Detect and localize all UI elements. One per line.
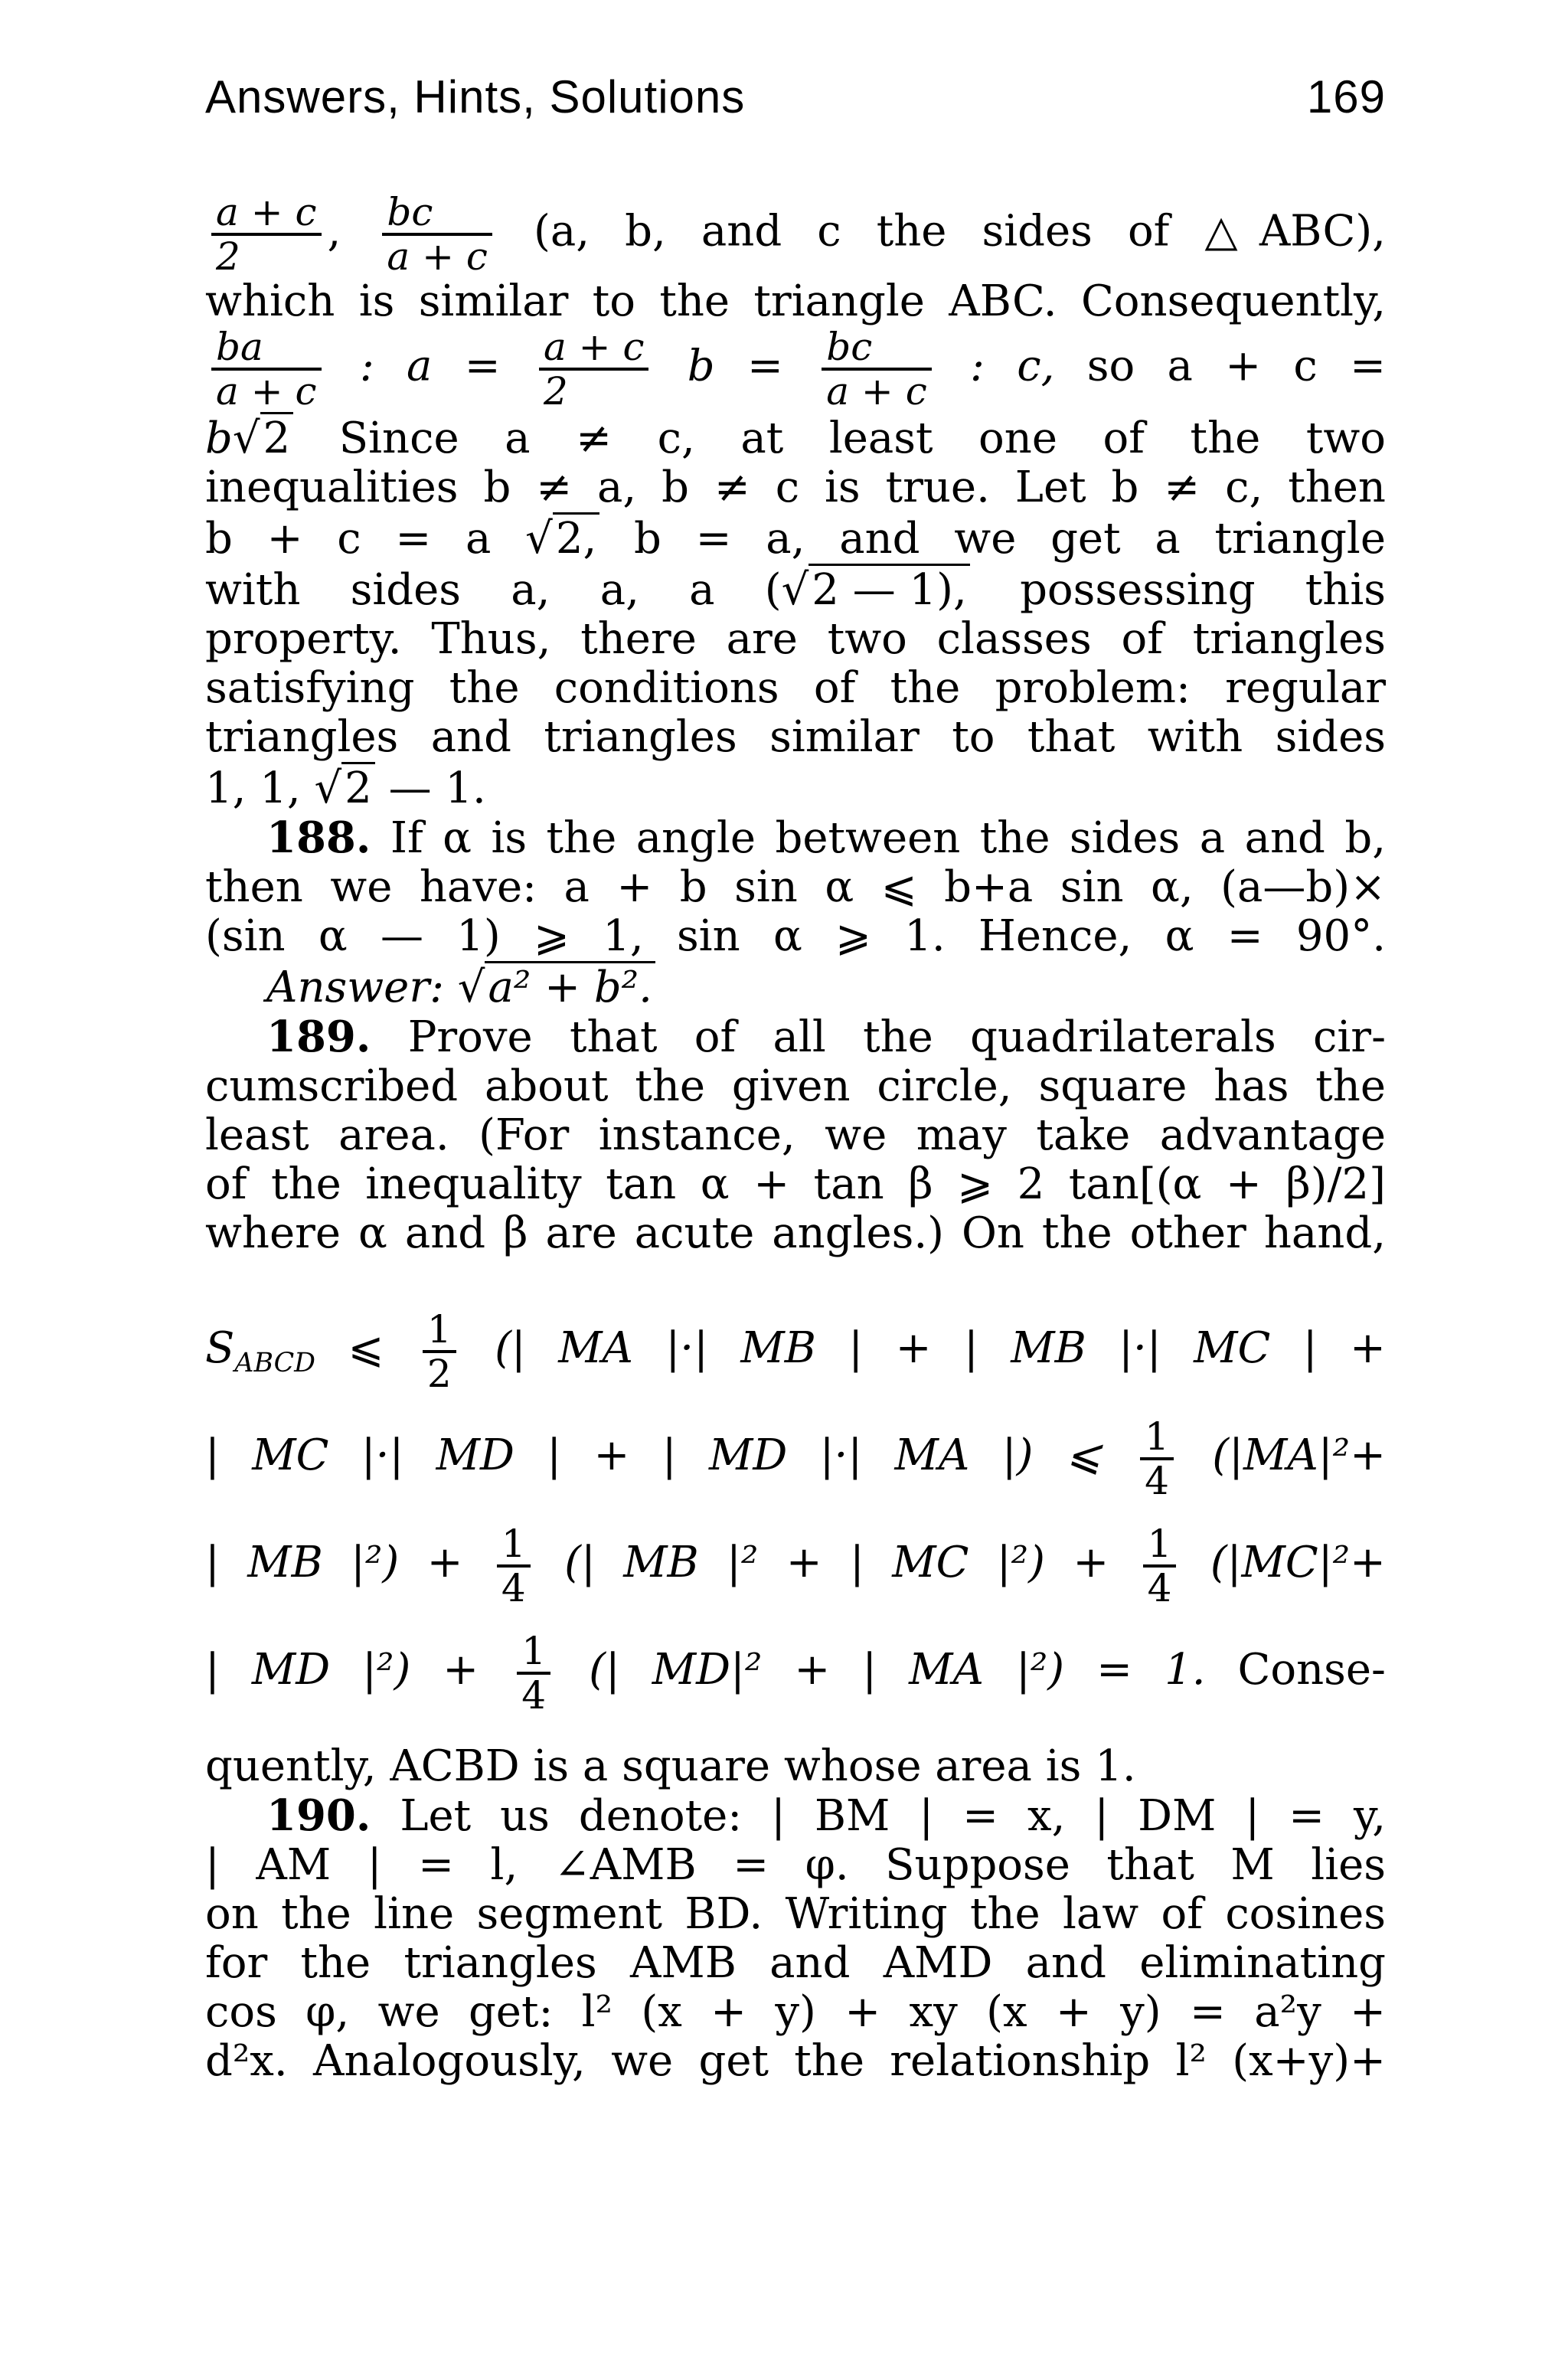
text-line: b + c = a √2, b = a, and we get a triangle xyxy=(205,514,1386,564)
text-line: cos φ, we get: l² (x + y) + xy (x + y) = a²y + xyxy=(205,1987,1386,2037)
text-line: | AM | = l, ∠AMB = φ. Suppose that M lies xyxy=(205,1840,1386,1890)
equation-line: | MC |·| MD | + | MD |·| MA |) ⩽ $\frac{1}{4}$ (|MA|²+ xyxy=(205,1414,1386,1503)
fraction: $\frac{1}{4}$ xyxy=(1143,1523,1177,1609)
text-line: $\frac{ba}{a + c}$ : a = $\frac{a + c}{2}$ b = $\frac{bc}{a + c}$ : c, so a + c = xyxy=(205,326,1386,412)
text-line: then we have: a + b sin α ⩽ b+a sin α, (a—b)× xyxy=(205,862,1386,912)
equation-line: | MD |²) + $\frac{1}{4}$ (| MD|² + | MA |²) = 1. Conse- xyxy=(205,1628,1386,1718)
equation-line: $S_{ABCD}$ ⩽ $\frac{1}{2}$ (| MA |·| MB | + | MB |·| MC | + xyxy=(205,1306,1386,1396)
fraction: $\frac{ba}{a + c}$ xyxy=(211,326,322,412)
text-line: b√2 Since a ≠ c, at least one of the two xyxy=(205,414,1386,463)
running-title: Answers, Hints, Solutions xyxy=(205,71,746,123)
text-line: satisfying the conditions of the problem: regular xyxy=(205,663,1386,713)
fraction: $\frac{bc}{a + c}$ xyxy=(822,326,932,412)
fraction: $\frac{1}{4}$ xyxy=(497,1523,531,1609)
text-line: least area. (For instance, we may take advantage xyxy=(205,1110,1386,1160)
answer-line: Answer: √a² + b². xyxy=(205,961,1386,1012)
page-body xyxy=(205,191,1386,2086)
problem-188-line: 188. If α is the angle between the sides a and b, xyxy=(266,812,1386,863)
text-line: for the triangles AMB and AMD and eliminating xyxy=(205,1938,1386,1988)
fraction: $\frac{1}{2}$ xyxy=(423,1309,456,1394)
page-number: 169 xyxy=(1306,71,1386,123)
page-header xyxy=(205,70,1386,139)
text-line: of the inequality tan α + tan β ⩾ 2 tan[(α + β)/2] xyxy=(205,1159,1386,1209)
fraction: $\frac{1}{4}$ xyxy=(1140,1416,1174,1502)
text-line: property. Thus, there are two classes of triangles xyxy=(205,614,1386,664)
fraction: $\frac{1}{4}$ xyxy=(517,1630,550,1716)
text-line: inequalities b ≠ a, b ≠ c is true. Let b ≠ c, then xyxy=(205,463,1386,512)
text-line: which is similar to the triangle ABC. Consequently, xyxy=(205,276,1386,326)
fraction: $\frac{a + c}{2}$ xyxy=(539,326,649,412)
problem-189-line: 189. Prove that of all the quadrilaterals cir- xyxy=(266,1012,1386,1062)
text-line: 1, 1, √2 — 1. xyxy=(205,763,486,813)
equation-line: | MB |²) + $\frac{1}{4}$ (| MB |² + | MC |²) + $\frac{1}{4}$ (|MC|²+ xyxy=(205,1521,1386,1610)
text-line: (sin α — 1) ⩾ 1, sin α ⩾ 1. Hence, α = 90°. xyxy=(205,911,1386,961)
text-line: where α and β are acute angles.) On the other hand, xyxy=(205,1208,1386,1258)
text-line: $\frac{a + c}{2}$ , $\frac{bc}{a + c}$ (a, b, and c the sides of △ABC), xyxy=(205,191,1386,277)
fraction: $\frac{bc}{a + c}$ xyxy=(382,191,492,277)
text-line: d²x. Analogously, we get the relationship l² (x+y)+ xyxy=(205,2036,1386,2086)
text-line: triangles and triangles similar to that with sides xyxy=(205,712,1386,762)
text-line: on the line segment BD. Writing the law of cosines xyxy=(205,1889,1386,1939)
text-line: quently, ACBD is a square whose area is 1. xyxy=(205,1741,1136,1791)
problem-190-line: 190. Let us denote: | BM | = x, | DM | = y, xyxy=(266,1790,1386,1841)
text-line: with sides a, a, a (√2 — 1), possessing this xyxy=(205,565,1387,615)
text-line: cumscribed about the given circle, square has the xyxy=(205,1061,1386,1111)
fraction: $\frac{a + c}{2}$ xyxy=(211,191,322,277)
